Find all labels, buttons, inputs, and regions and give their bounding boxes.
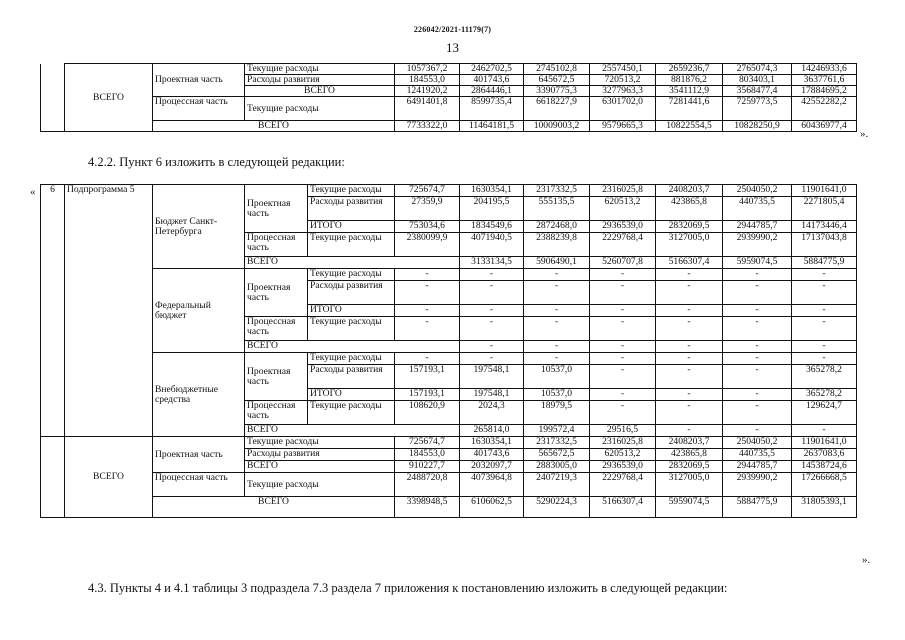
value-cell: - [524,269,590,281]
value-cell: 3541112,9 [656,86,723,97]
summary-table [40,63,857,132]
value-cell: 7281441,6 [656,97,723,121]
value-cell: - [656,365,723,389]
item-cell: Расходы развития [245,75,395,86]
item-cell: Расходы развития [308,365,395,389]
value-cell: 1630354,1 [460,437,524,449]
item-cell: Текущие расходы [245,97,395,121]
value-cell: 10828250,9 [723,121,792,132]
total-row-label: ВСЕГО [245,341,460,353]
value-cell: 2408203,7 [656,437,723,449]
total-row-label: ВСЕГО [245,425,460,437]
value-cell: 2504050,2 [723,437,792,449]
value-cell: - [395,281,460,305]
value-cell: 5959074,5 [656,497,723,518]
value-cell: 2229768,4 [590,233,656,257]
value-cell: 2504050,2 [723,185,792,197]
value-cell: 204195,5 [460,197,524,221]
subprogram-table [40,184,857,518]
value-cell: 2407219,3 [524,473,590,497]
value-cell: 10537,0 [524,365,590,389]
value-cell: 184553,0 [395,449,460,461]
part-cell: Проектная часть [245,185,308,233]
value-cell: - [656,317,723,341]
value-cell: 1834549,6 [460,221,524,233]
value-cell: - [590,341,656,353]
value-cell: - [792,317,857,341]
value-cell: 2883005,0 [524,461,590,473]
num-cell [41,437,65,518]
value-cell: 2659236,7 [656,64,723,75]
item-cell: Текущие расходы [308,317,395,341]
table-row [41,269,857,281]
value-cell: - [395,353,460,365]
part-cell: Проектная часть [245,353,308,401]
value-cell: 753034,6 [395,221,460,233]
value-cell: 3637761,6 [792,75,857,86]
item-cell: Текущие расходы [308,233,395,257]
part-cell: Процессная часть [245,233,308,257]
value-cell: - [395,317,460,341]
value-cell: 184553,0 [395,75,460,86]
value-cell: - [723,281,792,305]
value-cell: 2864446,1 [460,86,524,97]
item-cell: Текущие расходы [308,353,395,365]
value-cell: - [792,425,857,437]
value-cell: 2462702,5 [460,64,524,75]
value-cell: 197548,1 [460,389,524,401]
value-cell: - [460,317,524,341]
value-cell: 2316025,8 [590,185,656,197]
value-cell: 440735,5 [723,197,792,221]
value-cell: - [524,281,590,305]
value-cell: 2557450,1 [590,64,656,75]
value-cell: - [590,281,656,305]
table-row [41,473,857,497]
table-row [41,185,857,197]
value-cell: - [524,353,590,365]
value-cell: - [460,353,524,365]
value-cell: 7259773,5 [723,97,792,121]
row-number-cell: 6 [41,185,65,437]
value-cell: 1630354,1 [460,185,524,197]
value-cell: 31805393,1 [792,497,857,518]
value-cell: 725674,7 [395,185,460,197]
value-cell: - [395,305,460,317]
part-cell: Проектная часть [153,437,245,473]
value-cell: 645672,5 [524,75,590,86]
paragraph-4-3: 4.3. Пункты 4 и 4.1 таблицы 3 подраздела 7.3 раздела 7 приложения к постановлению изложить в следующей редакции: [88,581,728,595]
value-cell: 2936539,0 [590,221,656,233]
value-cell: 401743,6 [460,75,524,86]
value-cell: - [723,425,792,437]
value-cell: 555135,5 [524,197,590,221]
value-cell: 199572,4 [524,425,590,437]
item-cell: ВСЕГО [245,86,395,97]
item-cell: Текущие расходы [308,269,395,281]
funding-source-cell: Федеральный бюджет [153,269,245,353]
table-row [41,497,857,518]
value-cell: 910227,7 [395,461,460,473]
item-cell: Расходы развития [245,449,395,461]
value-cell: 423865,8 [656,449,723,461]
total-row-label: ВСЕГО [153,121,395,132]
value-cell: 2936539,0 [590,461,656,473]
value-cell: - [656,341,723,353]
value-cell: - [590,389,656,401]
value-cell: 2832069,5 [656,461,723,473]
value-cell: 2765074,3 [723,64,792,75]
value-cell: - [590,365,656,389]
value-cell: - [723,317,792,341]
value-cell: - [590,353,656,365]
value-cell: 2637083,6 [792,449,857,461]
value-cell: 11464181,5 [460,121,524,132]
document-number: 226042/2021-11179(7) [413,25,492,34]
value-cell: 3568477,4 [723,86,792,97]
table-row [41,121,857,132]
opening-quote: « [30,186,36,198]
value-cell: - [723,305,792,317]
item-cell: Текущие расходы [245,473,395,497]
value-cell: 5290224,3 [524,497,590,518]
value-cell: 9579665,3 [590,121,656,132]
value-cell: 2388239,8 [524,233,590,257]
total-row-label: ВСЕГО [153,497,395,518]
value-cell: 2488720,8 [395,473,460,497]
value-cell: 2944785,7 [723,221,792,233]
value-cell: - [460,305,524,317]
value-cell: 2939990,2 [723,233,792,257]
value-cell: 2316025,8 [590,437,656,449]
value-cell: 2317332,5 [524,185,590,197]
value-cell: 3390775,3 [524,86,590,97]
value-cell: - [590,269,656,281]
part-cell: Процессная часть [245,317,308,341]
value-cell: 620513,2 [590,197,656,221]
part-cell: Проектная часть [245,269,308,317]
value-cell: 10537,0 [524,389,590,401]
value-cell: 157193,1 [395,389,460,401]
value-cell: 108620,9 [395,401,460,425]
value-cell: 60436977,4 [792,121,857,132]
value-cell: 6618227,9 [524,97,590,121]
value-cell: - [460,269,524,281]
value-cell: 3133134,5 [460,257,524,269]
value-cell: 620513,2 [590,449,656,461]
value-cell: 3127005,0 [656,473,723,497]
value-cell: 29516,5 [590,425,656,437]
value-cell: 2229768,4 [590,473,656,497]
value-cell: - [723,389,792,401]
value-cell: 10009003,2 [524,121,590,132]
value-cell: 2408203,7 [656,185,723,197]
item-cell: Текущие расходы [308,185,395,197]
program-cell: Подпрограмма 5 [65,185,153,437]
value-cell: 17884695,2 [792,86,857,97]
value-cell: 157193,1 [395,365,460,389]
value-cell: - [723,401,792,425]
value-cell: 2380099,9 [395,233,460,257]
value-cell: 2745102,8 [524,64,590,75]
part-cell: Процессная часть [153,473,245,497]
item-cell: Текущие расходы [245,437,395,449]
table-row [41,97,857,121]
value-cell: 265814,0 [460,425,524,437]
value-cell: 6106062,5 [460,497,524,518]
item-cell: ИТОГО [308,389,395,401]
value-cell: 725674,7 [395,437,460,449]
value-cell: 5884775,9 [792,257,857,269]
value-cell: 14246933,6 [792,64,857,75]
value-cell: 3127005,0 [656,233,723,257]
item-cell: Расходы развития [308,281,395,305]
value-cell: 27359,9 [395,197,460,221]
paragraph-4-2-2: 4.2.2. Пункт 6 изложить в следующей редакции: [88,155,345,169]
value-cell: 1057367,2 [395,64,460,75]
num-cell [41,64,65,132]
value-cell: - [723,269,792,281]
value-cell: 5884775,9 [723,497,792,518]
value-cell: 720513,2 [590,75,656,86]
value-cell: 1241920,2 [395,86,460,97]
value-cell: 6491401,8 [395,97,460,121]
value-cell: 881876,2 [656,75,723,86]
total-label-cell: ВСЕГО [65,437,153,518]
item-cell: Текущие расходы [308,401,395,425]
value-cell: 10822554,5 [656,121,723,132]
value-cell: - [524,305,590,317]
value-cell: 11901641,0 [792,185,857,197]
total-row-label: ВСЕГО [245,257,460,269]
value-cell: - [524,341,590,353]
value-cell: 2024,3 [460,401,524,425]
funding-source-cell: Внебюджетные средства [153,353,245,437]
value-cell: 4073964,8 [460,473,524,497]
value-cell: 5166307,4 [590,497,656,518]
value-cell: 17137043,8 [792,233,857,257]
value-cell: 17266668,5 [792,473,857,497]
value-cell: 5166307,4 [656,257,723,269]
item-cell: Расходы развития [308,197,395,221]
value-cell: - [656,281,723,305]
value-cell: 129624,7 [792,401,857,425]
item-cell: ВСЕГО [245,461,395,473]
table-row [41,64,857,75]
item-cell: ИТОГО [308,221,395,233]
value-cell: 2832069,5 [656,221,723,233]
value-cell: - [524,317,590,341]
value-cell: 2032097,7 [460,461,524,473]
value-cell: 2939990,2 [723,473,792,497]
item-cell: ИТОГО [308,305,395,317]
item-cell: Текущие расходы [245,64,395,75]
value-cell: - [792,341,857,353]
closing-quote-2: ». [862,554,871,566]
page-number: 13 [446,40,459,55]
part-cell: Процессная часть [245,401,308,425]
value-cell: - [723,365,792,389]
value-cell: 197548,1 [460,365,524,389]
funding-source-cell: Бюджет Санкт-Петербурга [153,185,245,269]
value-cell: 423865,8 [656,197,723,221]
value-cell: 5906490,1 [524,257,590,269]
value-cell: - [460,281,524,305]
table-row [41,353,857,365]
value-cell: 440735,5 [723,449,792,461]
value-cell: 8599735,4 [460,97,524,121]
value-cell: 18979,5 [524,401,590,425]
value-cell: 2944785,7 [723,461,792,473]
value-cell: 14173446,4 [792,221,857,233]
value-cell: - [460,341,524,353]
part-cell: Проектная часть [153,64,245,97]
value-cell: 3398948,5 [395,497,460,518]
total-label-cell: ВСЕГО [65,64,153,132]
value-cell: 365278,2 [792,365,857,389]
value-cell: - [792,269,857,281]
value-cell: - [723,341,792,353]
value-cell: - [590,401,656,425]
value-cell: - [792,281,857,305]
value-cell: - [723,353,792,365]
value-cell: - [656,269,723,281]
value-cell: 14538724,6 [792,461,857,473]
value-cell: - [590,305,656,317]
value-cell: 401743,6 [460,449,524,461]
value-cell: 4071940,5 [460,233,524,257]
value-cell: - [656,305,723,317]
value-cell: 5959074,5 [723,257,792,269]
value-cell: 3277963,3 [590,86,656,97]
value-cell: - [656,425,723,437]
value-cell: 2317332,5 [524,437,590,449]
value-cell: 565672,5 [524,449,590,461]
value-cell: 6301702,0 [590,97,656,121]
table-row [41,437,857,449]
value-cell: - [656,353,723,365]
value-cell: - [590,317,656,341]
value-cell: 5260707,8 [590,257,656,269]
value-cell: 42552282,2 [792,97,857,121]
value-cell: 365278,2 [792,389,857,401]
value-cell: 2271805,4 [792,197,857,221]
value-cell: 11901641,0 [792,437,857,449]
value-cell: - [792,353,857,365]
value-cell: 2872468,0 [524,221,590,233]
part-cell: Процессная часть [153,97,245,121]
value-cell: - [395,269,460,281]
value-cell: 803403,1 [723,75,792,86]
value-cell: - [792,305,857,317]
value-cell: 7733322,0 [395,121,460,132]
value-cell: - [656,389,723,401]
value-cell: - [656,401,723,425]
closing-quote: ». [860,128,869,140]
